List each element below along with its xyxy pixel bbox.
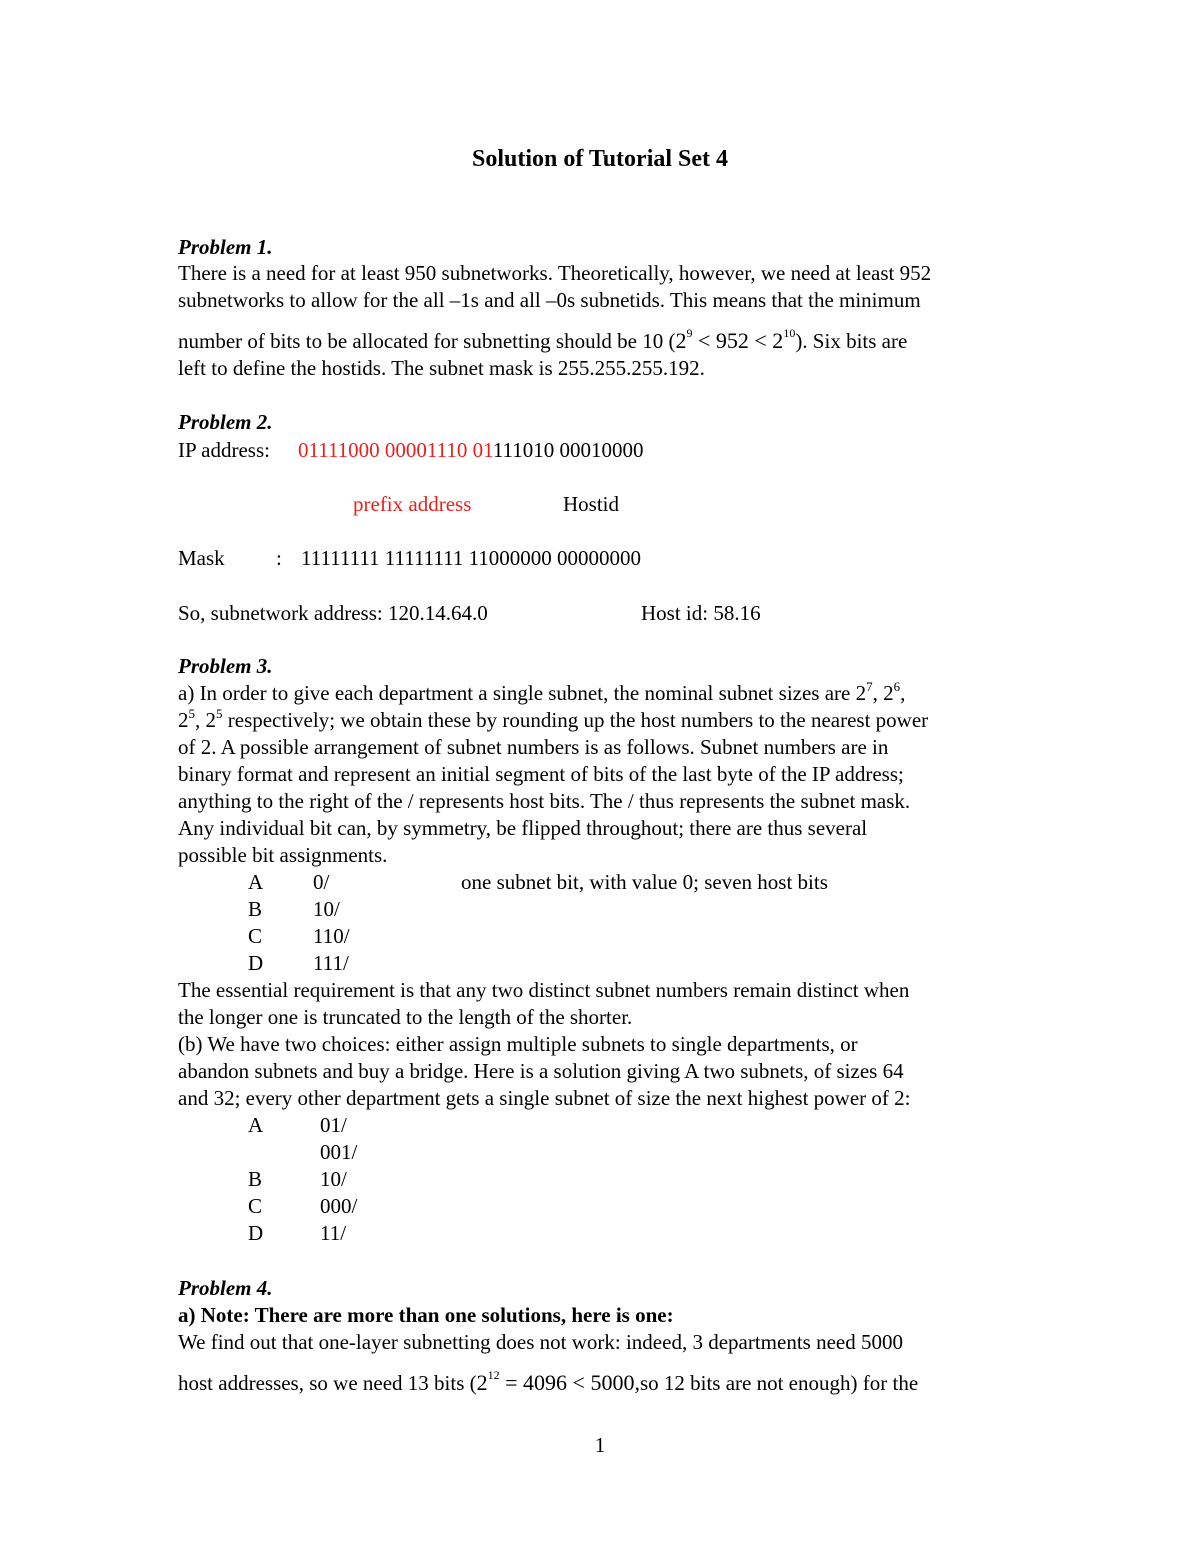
problem-4-heading: Problem 4. <box>178 1276 273 1300</box>
problem-1-line-3-pre: number of bits to be allocated for subnetting should be 10 ( <box>178 329 676 353</box>
problem-1-line-4: left to define the hostids. The subnet mask is 255.255.255.192. <box>178 356 705 380</box>
problem-3a-line-6: Any individual bit can, by symmetry, be flipped throughout; there are thus several <box>178 816 868 840</box>
power-expression: $2^{12} = 4096 < 5000$, <box>476 1368 640 1395</box>
requirement-line-2: the longer one is truncated to the length of the shorter. <box>178 1005 633 1029</box>
table-b-subnet: 000/ <box>320 1194 358 1218</box>
problem-4-note: a) Note: There are more than one solutions, here is one: <box>178 1303 674 1327</box>
problem-1-line-2: subnetworks to allow for the all –1s and all –0s subnetids. This means that the minimum <box>178 288 921 312</box>
problem-4-line-2: host addresses, so we need 13 bits ($2^{12} = 4096 < 5000,so$ 12 bits are not enough) for the <box>178 1368 919 1395</box>
problem-3b-line-3: and 32; every other department gets a single subnet of size the next highest power of 2: <box>178 1086 911 1110</box>
ip-prefix-bits: 01111000 00001110 01 <box>298 438 493 462</box>
problem-1-heading: Problem 1. <box>178 235 273 259</box>
table-b-dept: A <box>248 1113 264 1137</box>
problem-3a-line-2: $2^5$, $2^5$ respectively; we obtain these by rounding up the host numbers to the nearest power <box>178 706 929 732</box>
hostid-label: Hostid <box>563 492 620 516</box>
problem-2-heading: Problem 2. <box>178 410 273 434</box>
table-a-dept: B <box>248 897 263 921</box>
problem-1-line-3-post: ). Six bits are <box>795 329 908 353</box>
problem-3b-line-1: (b) We have two choices: either assign multiple subnets to single departments, or <box>178 1032 858 1056</box>
table-b-subnet: 01/ <box>320 1113 347 1137</box>
ip-host-bits: 111010 00010000 <box>492 438 644 462</box>
problem-3a-line-7: possible bit assignments. <box>178 843 388 867</box>
problem-3a-line-5: anything to the right of the / represents host bits. The / thus represents the subnet mask. <box>178 789 911 813</box>
table-a-subnet: 110/ <box>313 924 350 948</box>
requirement-line-1: The essential requirement is that any two distinct subnet numbers remain distinct when <box>178 978 910 1002</box>
table-a-dept: D <box>248 951 264 975</box>
table-a-note: one subnet bit, with value 0; seven host bits <box>461 870 828 894</box>
table-a-subnet: 10/ <box>313 897 340 921</box>
table-a-subnet: 0/ <box>313 870 330 894</box>
table-a-dept: A <box>248 870 264 894</box>
problem-3b-line-2: abandon subnets and buy a bridge. Here is a solution giving A two subnets, of sizes 64 <box>178 1059 904 1083</box>
problem-3a-line-1: a) In order to give each department a single subnet, the nominal subnet sizes are $2^7$, $2^6$, <box>178 679 906 705</box>
table-b-subnet: 10/ <box>320 1167 347 1191</box>
mask-colon: : <box>276 546 282 570</box>
table-b-dept: C <box>248 1194 263 1218</box>
problem-3-heading: Problem 3. <box>178 654 273 678</box>
problem-3a-line-3: of 2. A possible arrangement of subnet numbers is as follows. Subnet numbers are in <box>178 735 889 759</box>
table-b-subnet: 001/ <box>320 1140 358 1164</box>
page-title: Solution of Tutorial Set 4 <box>471 146 729 172</box>
problem-3a-line-4: binary format and represent an initial segment of bits of the last byte of the IP address; <box>178 762 904 786</box>
table-a-subnet: 111/ <box>313 951 349 975</box>
problem-4-line-1: We find out that one-layer subnetting does not work: indeed, 3 departments need 5000 <box>178 1330 903 1354</box>
prefix-address-label: prefix address <box>353 492 472 516</box>
ip-address-label: IP address: <box>178 438 270 462</box>
table-b-dept: D <box>248 1221 264 1245</box>
host-id-value: Host id: 58.16 <box>641 601 761 625</box>
mask-value: 11111111 11111111 11000000 00000000 <box>301 546 642 570</box>
problem-1-line-1: There is a need for at least 950 subnetworks. Theoretically, however, we need at least 952 <box>178 261 932 285</box>
subnetwork-address-line: So, subnetwork address: 120.14.64.0 <box>178 601 488 625</box>
mask-label: Mask <box>178 546 225 570</box>
page-number: 1 <box>594 1433 606 1457</box>
problem-1-line-3 <box>178 328 907 357</box>
table-b-dept: B <box>248 1167 263 1191</box>
inequality-expression: $2^9 < 952 < 2^{10}$ <box>675 326 796 353</box>
ip-address-value <box>298 437 644 463</box>
table-b-subnet: 11/ <box>320 1221 347 1245</box>
table-a-dept: C <box>248 924 263 948</box>
